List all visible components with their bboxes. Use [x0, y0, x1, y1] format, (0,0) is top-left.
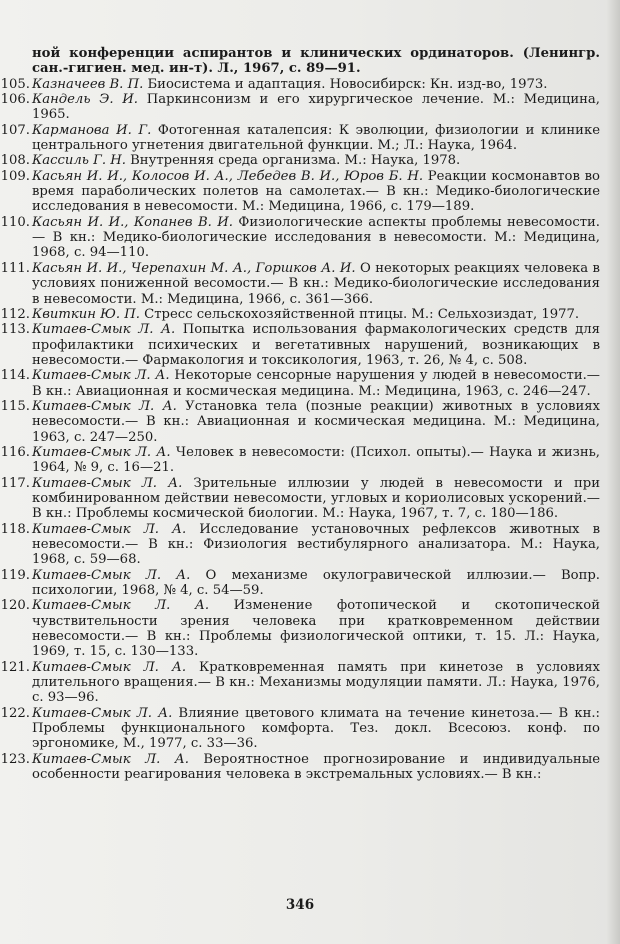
bibliography-list [0, 46, 600, 783]
entry-authors: Китаев-Смык Л. А. [32, 475, 183, 491]
entry-authors: Касьян И. И., Черепахин М. А., Горшков А. И. [32, 260, 356, 276]
bibliography-entry [0, 307, 600, 322]
entry-number: 106. [0, 92, 30, 108]
entry-text: Биосистема и адаптация. Новосибирск: Кн. изд-во, 1973. [143, 76, 548, 92]
bibliography-entry [0, 261, 600, 307]
entry-text: О механизме окулогравической иллюзии.— Вопр. психологии, 1968, № 4, с. 54—59. [32, 567, 600, 599]
entry-number: 119. [0, 567, 30, 583]
entry-text: Стресс сельскохозяйственной птицы. М.: Сельхозиздат, 1977. [139, 306, 580, 322]
entry-text: Некоторые сенсорные нарушения у людей в невесомости.— В кн.: Авиационная и космическая медицина. М.: Медицина, 1963, с. 246—247. [32, 368, 600, 399]
entry-text: Внутренняя среда организма. М.: Наука, 1978. [125, 153, 461, 169]
entry-text: Зрительные иллюзии у людей в невесомости и при комбинированном действии невесомости, угловых и кориолисовых ускорений.— В кн.: Проблемы космической биологии. М.: Наука, 1967, т. 7, с. 180—186. [32, 475, 600, 522]
bibliography-entry [0, 77, 600, 92]
entry-text: Вероятностное прогнозирование и индивидуальные особенности реагирования человека в экстремальных условиях.— В кн.: [32, 751, 600, 783]
entry-text: Паркинсонизм и его хирургическое лечение. М.: Медицина, 1965. [32, 92, 600, 123]
entry-text: Установка тела (позные реакции) животных в условиях невесомости.— В кн.: Авиационная и космическая медицина. М.: Медицина, 1963, с. 247—250. [32, 398, 600, 445]
bibliography-entry [0, 92, 600, 123]
bibliography-entry [0, 598, 600, 659]
entry-text: Исследование установочных рефлексов животных в невесомости.— В кн.: Физиология вестибулярного анализатора. М.: Наука, 1968, с. 59—68. [32, 521, 600, 568]
bibliography-entry [0, 169, 600, 215]
entry-number: 116. [0, 444, 30, 460]
entry-authors: Касьян И. И., Копанев В. И. [32, 214, 233, 230]
entry-number: 120. [0, 598, 30, 614]
entry-number: 105. [0, 76, 30, 92]
entry-text: Влияние цветового климата на течение кинетоза.— В кн.: Проблемы функционального комфорта. Тез. докл. Всесоюз. конф. по эргономике, М., 1977, с. 33—36. [32, 705, 600, 752]
entry-number: 112. [0, 306, 30, 322]
entry-text: Человек в невесомости: (Психол. опыты).— Наука и жизнь, 1964, № 9, с. 16—21. [32, 444, 600, 476]
entry-text: Попытка использования фармакологических средств для профилактики психических и вегетативных нарушений, возникающих в невесомости.— Фармакология и токсикология, 1963, т. 26, № 4, с. 508. [32, 322, 600, 368]
page-number: 346 [285, 897, 315, 913]
entry-number: 114. [0, 368, 30, 384]
entry-number: 122. [0, 705, 30, 721]
entry-authors: Китаев-Смык Л. А. [32, 368, 170, 384]
entry-number: 118. [0, 521, 30, 537]
entry-authors: Карманова И. Г. [32, 122, 152, 138]
entry-authors: Касьян И. И., Колосов И. А., Лебедев В. И., Юров Б. Н. [32, 168, 424, 184]
entry-number: 117. [0, 475, 30, 491]
bibliography-entry [0, 153, 600, 168]
bibliography-entry [0, 123, 600, 154]
entry-authors: Кассиль Г. Н. [32, 153, 126, 169]
bibliography-entry [0, 476, 600, 522]
continued-entry: ной конференции аспирантов и клинических ординаторов. (Ленингр. сан.-гигиен. мед. ин-т). Л., 1967, с. 89—91. [32, 46, 600, 77]
entry-authors: Китаев-Смык Л. А. [32, 659, 187, 675]
entry-number: 113. [0, 322, 30, 338]
bibliography-entry [0, 752, 600, 783]
entry-authors: Кандель Э. И. [32, 92, 138, 108]
entry-authors: Китаев-Смык Л. А. [32, 567, 191, 583]
entry-authors: Китаев-Смык Л. А. [32, 398, 177, 414]
entry-authors: Китаев-Смык Л. А. [32, 521, 187, 537]
entry-authors: Казначеев В. П. [32, 76, 144, 92]
bibliography-entry [0, 399, 600, 445]
bibliography-entry [0, 368, 600, 399]
entry-authors: Китаев-Смык Л. А. [32, 444, 171, 460]
entry-authors: Китаев-Смык Л. А. [32, 598, 210, 614]
entry-number: 110. [0, 214, 30, 230]
bibliography-entry [0, 445, 600, 476]
bibliography-entry [0, 706, 600, 752]
entry-number: 123. [0, 751, 30, 767]
entry-authors: Китаев-Смык Л. А. [32, 751, 189, 767]
entry-number: 107. [0, 122, 30, 138]
entry-number: 111. [0, 260, 30, 276]
entry-text: Кратковременная память при кинетозе в условиях длительного вращения.— В кн.: Механизмы модуляции памяти. Л.: Наука, 1976, с. 93—96. [32, 659, 600, 706]
entry-text: Физиологические аспекты проблемы невесомости.— В кн.: Медико-биологические исследования в невесомости. М.: Медицина, 1968, с. 94—110. [32, 214, 600, 261]
bibliography-entry [0, 215, 600, 261]
entry-text: Фотогенная каталепсия: К эволюции, физиологии и клинике центрального угнетения двигательной функции. М.; Л.: Наука, 1964. [32, 122, 600, 154]
entry-text: Изменение фотопической и скотопической чувствительности зрения человека при кратковременном действии невесомости.— В кн.: Проблемы физиологической оптики, т. 15. Л.: Наука, 1969, т. 15, с. 130—133. [32, 598, 601, 660]
bibliography-entry [0, 568, 600, 599]
bibliography-entry [0, 660, 600, 706]
entry-authors: Китаев-Смык Л. А. [32, 322, 176, 338]
bibliography-entry [0, 322, 600, 368]
entry-number: 109. [0, 168, 30, 184]
entry-authors: Китаев-Смык Л. А. [32, 705, 173, 721]
entry-authors: Квиткин Ю. П. [32, 306, 140, 322]
entry-number: 108. [0, 153, 30, 169]
entry-number: 115. [0, 398, 30, 414]
entry-text: О некоторых реакциях человека в условиях пониженной весомости.— В кн.: Медико-биологические исследования в невесомости. М.: Медицина, 1966, с. 361—366. [32, 260, 600, 307]
bibliography-entry [0, 522, 600, 568]
entry-text: Реакции космонавтов во время параболических полетов на самолетах.— В кн.: Медико-биологические исследования в невесомости. М.: Медицина, 1966, с. 179—189. [32, 168, 600, 215]
entry-number: 121. [0, 659, 30, 675]
